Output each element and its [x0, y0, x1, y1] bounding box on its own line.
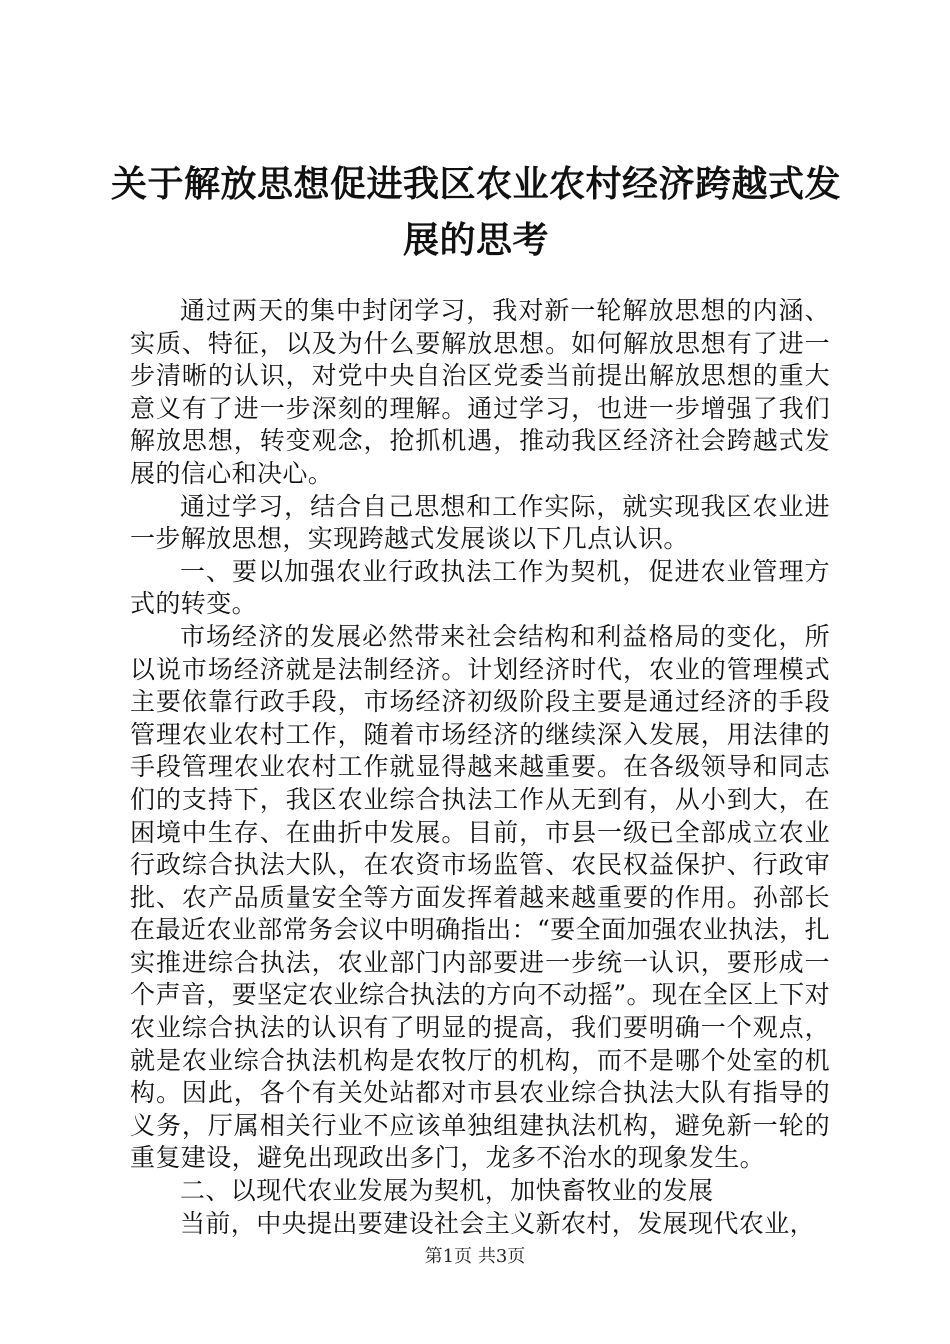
- page-title: 关于解放思想促进我区农业农村经济跨越式发展的思考: [110, 164, 841, 261]
- section-heading: 一、要以加强农业行政执法工作为契机，促进农业管理方式的转变。: [130, 556, 830, 619]
- paragraph: 通过学习，结合自己思想和工作实际，就实现我区农业进一步解放思想，实现跨越式发展谈以下几点认识。: [130, 491, 830, 554]
- page-footer: 第1页 共3页: [424, 1246, 526, 1267]
- paragraph: 市场经济的发展必然带来社会结构和利益格局的变化，所以说市场经济就是法制经济。计划经济时代，农业的管理模式主要依靠行政手段，市场经济初级阶段主要是通过经济的手段管理农业农村工作，随着市场经济的继续深入发展，用法律的手段管理农业农村工作就显得越来越重要。在各级领导和同志们的支持下，我区农业综合执法工作从无到有，从小到大，在困境中生存、在曲折中发展。目前，市县一级已全部成立农业行政综合执法大队，在农资市场监管、农民权益保护、行政审批、农产品质量安全等方面发挥着越来越重要的作用。孙部长在最近农业部常务会议中明确指出：“要全面加强农业执法，扎实推进综合执法，农业部门内部要进一步统一认识，要形成一个声音，要坚定农业综合执法的方向不动摇”。现在全区上下对农业综合执法的认识有了明显的提高，我们要明确一个观点，就是农业综合执法机构是农牧厅的机构，而不是哪个处室的机构。因此，各个有关处站都对市县农业综合执法大队有指导的义务，厅属相关行业不应该单独组建执法机构，避免新一轮的重复建设，避免出现政出多门，龙多不治水的现象发生。: [130, 621, 830, 1173]
- document-body: [130, 295, 830, 1240]
- section-heading: 二、以现代农业发展为契机，加快畜牧业的发展: [180, 1176, 714, 1206]
- paragraph: 当前，中央提出要建设社会主义新农村，发展现代农业，: [180, 1208, 816, 1238]
- paragraph: 通过两天的集中封闭学习，我对新一轮解放思想的内涵、实质、特征，以及为什么要解放思想。如何解放思想有了进一步清晰的认识，对党中央自治区党委当前提出解放思想的重大意义有了进一步深刻的理解。通过学习，也进一步增强了我们解放思想，转变观念，抢抓机遇，推动我区经济社会跨越式发展的信心和决心。: [130, 296, 830, 488]
